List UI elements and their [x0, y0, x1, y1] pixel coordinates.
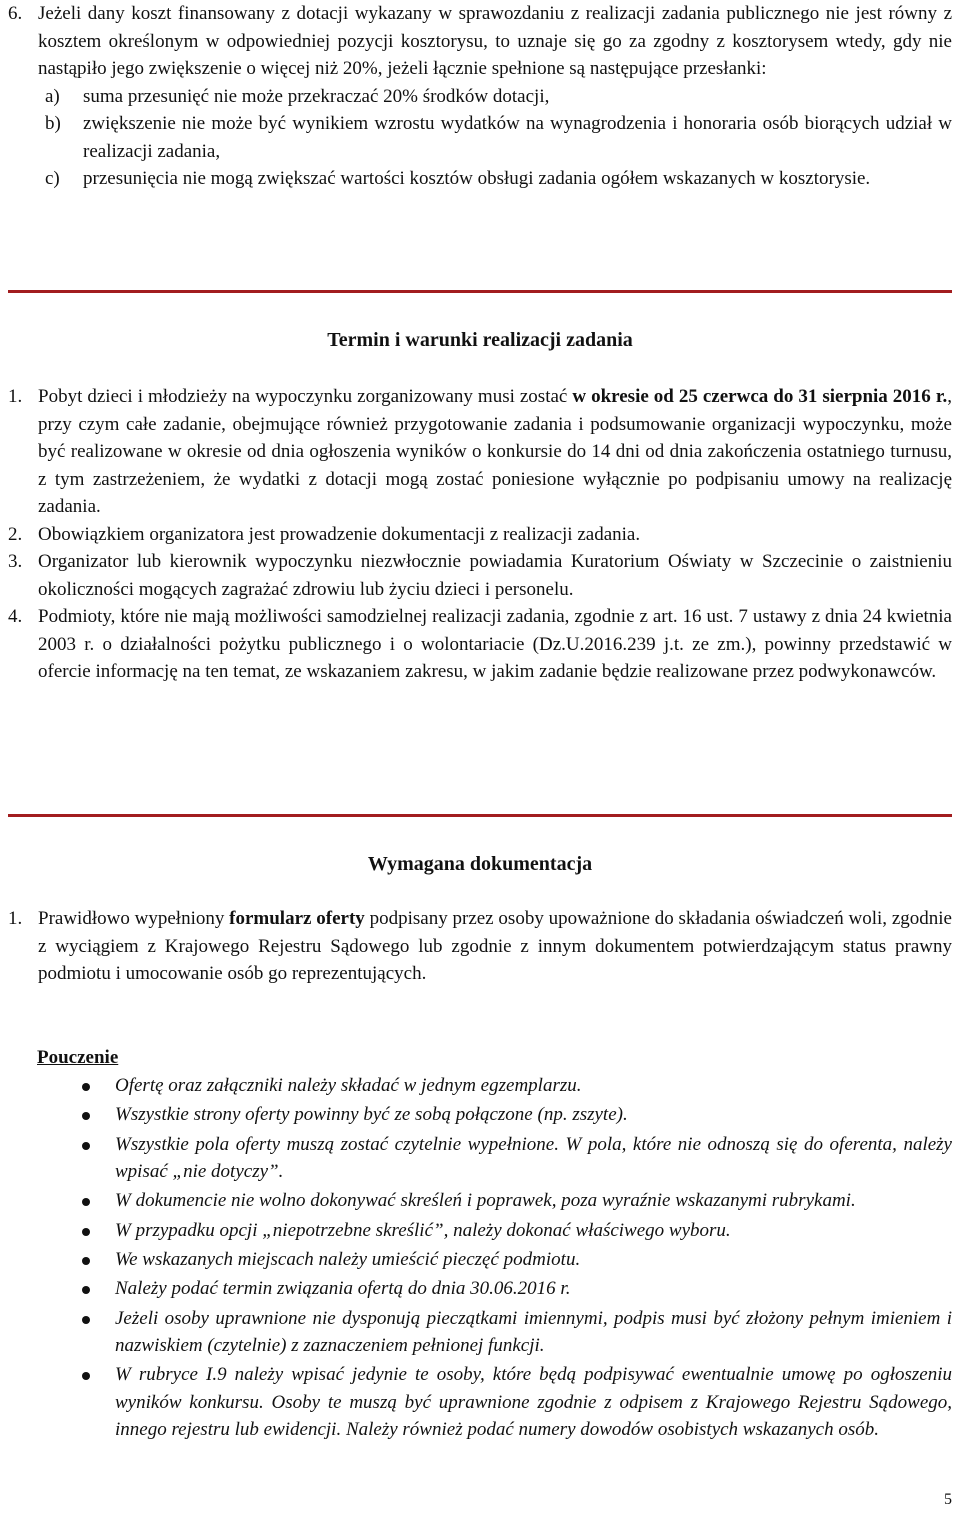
list-item: [8, 383, 952, 521]
pouczenie-title: Pouczenie: [37, 1047, 119, 1068]
bullet-item: [37, 1246, 952, 1274]
wymagana-list: [8, 905, 952, 988]
bullet-text: Wszystkie strony oferty powinny być ze sobą połączone (np. zszyte).: [115, 1104, 628, 1126]
bullet-icon: [37, 1246, 115, 1274]
bullet-text: W dokumencie nie wolno dokonywać skreśleń i poprawek, poza wyraźnie wskazanymi rubrykami.: [115, 1190, 856, 1212]
bullet-item: [37, 1072, 952, 1100]
bullet-icon: [37, 1275, 115, 1303]
bullet-item: [37, 1305, 952, 1360]
bullet-icon: [37, 1131, 115, 1186]
list-item-text: zwiększenie nie może być wynikiem wzrostu wydatków na wynagrodzenia i honoraria osób biorących udział w realizacji zadania,: [83, 113, 952, 162]
bullet-item: [37, 1187, 952, 1215]
bold-date-range: w okresie od 25 czerwca do 31 sierpnia 2016 r.: [572, 386, 948, 407]
list-item-text: suma przesunięć nie może przekraczać 20% środków dotacji,: [83, 85, 550, 107]
bullet-item: [37, 1101, 952, 1129]
bullet-item: [37, 1275, 952, 1303]
bullet-icon: [37, 1361, 115, 1444]
list-item-number: 3.: [8, 551, 23, 572]
bullet-icon: [37, 1072, 115, 1100]
list-item: [8, 521, 952, 549]
bold-formularz-oferty: formularz oferty: [229, 908, 365, 929]
list-item-number: 2.: [8, 523, 23, 545]
list-item: [8, 548, 952, 603]
termin-list: [8, 383, 952, 686]
bullet-icon: [37, 1305, 115, 1360]
page-number: 5: [944, 1491, 952, 1508]
text-run: podpisany przez osoby upoważnione do składania oświadczeń woli, zgodnie z wyciągiem z Krajowego Rejestru Sądowego lub zgodnie z innym dokumentem potwierdzającym status prawny podmiotu i umocowanie osób go reprezentujących.: [38, 908, 952, 984]
list-item-text: [38, 905, 952, 988]
bullet-text: Ofertę oraz załączniki należy składać w jednym egzemplarzu.: [115, 1075, 582, 1096]
section-divider: [8, 814, 952, 817]
bullet-text: W rubryce I.9 należy wpisać jedynie te osoby, które będą podpisywać ewentualnie umowę po ogłoszeniu wyników konkursu. Osoby te muszą być uprawnione zgodnie z odpisem z Krajowego Rejestru Sądowego, innego rejestru lub ewidencji. Należy również podać numery dowodów osobistych wskazanych osób.: [115, 1364, 952, 1441]
wymagana-heading: Wymagana dokumentacja: [367, 853, 593, 875]
section-divider: [8, 290, 952, 293]
list-item-label: a): [45, 85, 60, 107]
termin-heading: Termin i warunki realizacji zadania: [327, 329, 633, 351]
bullet-text: We wskazanych miejscach należy umieścić pieczęć podmiotu.: [115, 1248, 581, 1270]
list-item-label: b): [45, 113, 61, 134]
list-item: [8, 110, 952, 165]
bullet-icon: [37, 1217, 115, 1245]
list-item-text: Podmioty, które nie mają możliwości samodzielnej realizacji zadania, zgodnie z art. 16 ust. 7 ustawy z dnia 24 kwietnia 2003 r. o działalności pożytku publicznego i o wolontariacie (Dz.U.2016.239 j.t. ze zm.), powinny przedstawić w ofercie informację na ten temat, ze wskazaniem zakresu, w jakim zadanie będzie realizowane przez podwykonawców.: [38, 606, 952, 682]
bullet-icon: [37, 1101, 115, 1129]
list-item-text: [38, 383, 952, 521]
bullet-item: [37, 1131, 952, 1186]
list-item: [8, 905, 952, 988]
list-item-text: Obowiązkiem organizatora jest prowadzenie dokumentacji z realizacji zadania.: [38, 523, 641, 545]
list-item-number: 1.: [8, 386, 23, 407]
list-item-number: 4.: [8, 606, 23, 627]
section-6-intro-text: Jeżeli dany koszt finansowany z dotacji wykazany w sprawozdaniu z realizacji zadania publicznego nie jest równy z kosztem określonym w odpowiedniej pozycji kosztorysu, to uznaje się go za zgodny z kosztorysem wtedy, gdy nie nastąpiło jego zwiększenie o więcej niż 20%, jeżeli łącznie spełnione są następujące przesłanki:: [38, 3, 952, 79]
section-6: [8, 0, 952, 193]
list-item-text: Organizator lub kierownik wypoczynku niezwłocznie powiadamia Kuratorium Oświaty w Szczecinie o zaistnieniu okoliczności mogących zagrażać zdrowiu lub życiu dzieci i personelu.: [38, 551, 952, 600]
text-run: Prawidłowo wypełniony: [38, 908, 230, 929]
bullet-text: Należy podać termin związania ofertą do dnia 30.06.2016 r.: [115, 1278, 571, 1300]
bullet-item: [37, 1217, 952, 1245]
list-item: [8, 83, 952, 111]
list-item-number: 1.: [8, 908, 23, 929]
bullet-text: W przypadku opcji „niepotrzebne skreślić”, należy dokonać właściwego wyboru.: [115, 1219, 731, 1241]
section-6-intro: [8, 0, 952, 83]
list-item-text: przesunięcia nie mogą zwiększać wartości kosztów obsługi zadania ogółem wskazanych w kosztorysie.: [83, 168, 871, 189]
bullet-icon: [37, 1187, 115, 1215]
pouczenie-list: [37, 1072, 952, 1446]
section-6-number: 6.: [8, 3, 23, 24]
bullet-text: Wszystkie pola oferty muszą zostać czytelnie wypełnione. W pola, które nie odnoszą się do oferenta, należy wpisać „nie dotyczy”.: [115, 1133, 952, 1183]
text-run: , przy czym całe zadanie, obejmujące również przygotowanie zadania i podsumowanie organizacji wypoczynku, może być realizowane w okresie od dnia ogłoszenia wyników o konkursie do 14 dni od dnia zakończenia ostatniego turnusu, z tym zastrzeżeniem, że wydatki z dotacji mogą zostać poniesione wyłącznie po podpisaniu umowy na realizację zadania.: [38, 386, 953, 517]
bullet-text: Jeżeli osoby uprawnione nie dysponują pieczątkami imiennymi, podpis musi być złożony pełnym imieniem i nazwiskiem (czytelnie) z zaznaczeniem pełnionej funkcji.: [115, 1307, 952, 1357]
bullet-item: [37, 1361, 952, 1444]
list-item: [8, 165, 952, 193]
list-item: [8, 603, 952, 686]
list-item-label: c): [45, 168, 60, 189]
text-run: Pobyt dzieci i młodzieży na wypoczynku zorganizowany musi zostać: [38, 386, 573, 407]
